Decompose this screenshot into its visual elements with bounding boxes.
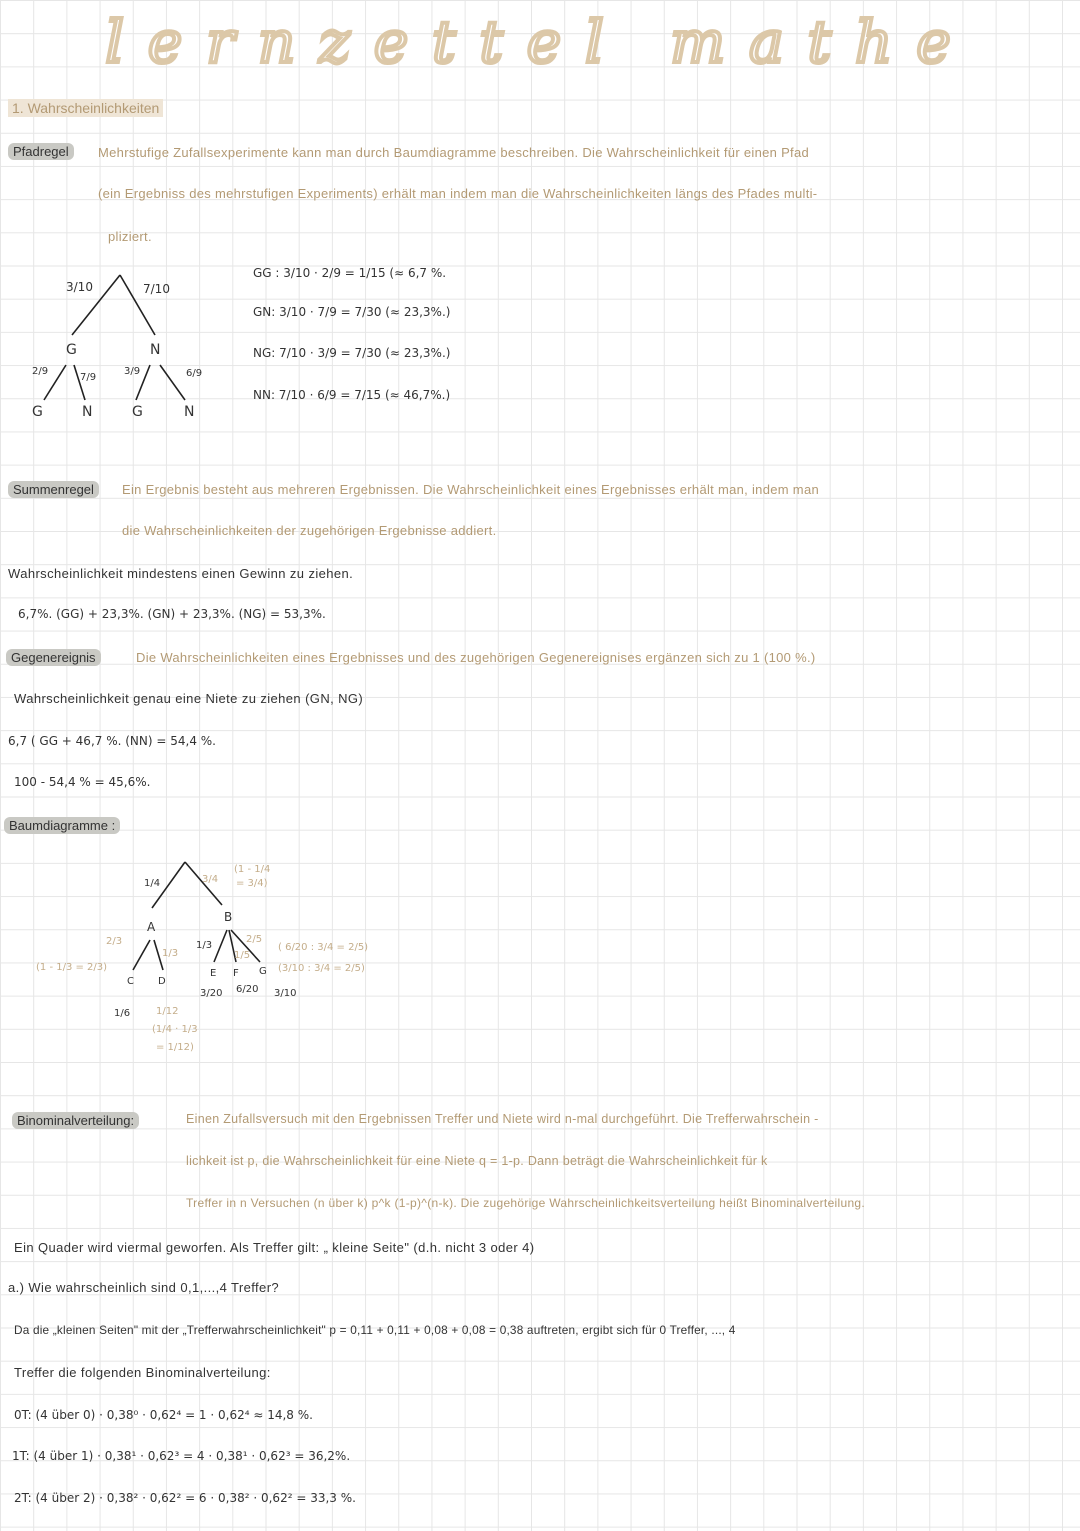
tree2-note-d-2: = 1/12) xyxy=(156,1042,194,1053)
tree2-prob-a: 1/4 xyxy=(144,878,161,889)
gegen-calc-1: 6,7 ( GG + 46,7 %. (NN) = 54,4 %. xyxy=(8,734,216,748)
binomial-text-3: Treffer in n Versuchen (n über k) p^k (1-p)^(n-k). Die zugehörige Wahrscheinlichkeitsverteilung heißt Binominalverteilung. xyxy=(186,1196,866,1210)
pfadregel-text-2: (ein Ergebniss des mehrstufigen Experiments) erhält man indem man die Wahrscheinlichkeiten längs des Pfades multi- xyxy=(98,186,818,201)
tree1-leaf-3: G xyxy=(132,404,143,420)
tree2-note-f: ( 6/20 : 3/4 = 2/5) xyxy=(278,942,369,953)
example-line-1: Ein Quader wird viermal geworfen. Als Treffer gilt: „ kleine Seite" (d.h. nicht 3 oder 4) xyxy=(14,1240,535,1255)
tree2-note-c: (1 - 1/3 = 2/3) xyxy=(36,962,108,973)
tree2-note-b-2: = 3/4) xyxy=(236,878,268,889)
tree1-prob-gn: 7/9 xyxy=(80,372,97,383)
tree2-node-a: A xyxy=(147,920,156,934)
tree1-leaf-1: G xyxy=(32,404,43,420)
binomial-text-2: lichkeit ist p, die Wahrscheinlichkeit für eine Niete q = 1-p. Dann beträgt die Wahrscheinlichkeit für k xyxy=(186,1154,768,1168)
summenregel-text-2: die Wahrscheinlichkeiten der zugehörigen Ergebnisse addiert. xyxy=(122,523,497,538)
example-calc-1: 1T: (4 über 1) · 0,38¹ · 0,62³ = 4 · 0,38¹ · 0,62³ = 36,2%. xyxy=(12,1449,351,1463)
page-title: lernzettel mathe xyxy=(105,8,975,76)
tree2-prob-c: 2/3 xyxy=(106,936,123,947)
tree2-prob-e: 1/3 xyxy=(196,940,213,951)
tree2-prob-g: 2/5 xyxy=(246,934,263,945)
sum-calc: 6,7%. (GG) + 23,3%. (GN) + 23,3%. (NG) = 53,3%. xyxy=(18,607,326,621)
tree1-node-g: G xyxy=(66,342,77,358)
tree2-result-c: 1/6 xyxy=(114,1008,131,1019)
tree2-leaf-f: F xyxy=(233,968,239,979)
calc-nn: NN: 7/10 · 6/9 = 7/15 (≈ 46,7%.) xyxy=(253,388,451,402)
tree2-result-f: 6/20 xyxy=(236,984,259,995)
pfadregel-text-1: Mehrstufige Zufallsexperimente kann man durch Baumdiagramme beschreiben. Die Wahrscheinlichkeit für einen Pfad xyxy=(98,145,810,160)
tree2-prob-d: 1/3 xyxy=(162,948,179,959)
tree2-node-b: B xyxy=(224,910,233,924)
tree2-prob-b: 3/4 xyxy=(202,874,219,885)
tree2-leaf-e: E xyxy=(210,968,217,979)
tree1-node-n: N xyxy=(150,342,161,358)
summenregel-tag: Summenregel xyxy=(8,481,99,498)
calc-ng: NG: 7/10 · 3/9 = 7/30 (≈ 23,3%.) xyxy=(253,346,451,360)
summenregel-text-1: Ein Ergebnis besteht aus mehreren Ergebnissen. Die Wahrscheinlichkeit eines Ergebnisses erhält man, indem man xyxy=(122,482,819,497)
example-calc-2: 2T: (4 über 2) · 0,38² · 0,62² = 6 · 0,38² · 0,62² = 33,3 %. xyxy=(14,1491,356,1505)
binomial-tag: Binominalverteilung: xyxy=(12,1112,139,1129)
pfadregel-text-3: pliziert. xyxy=(108,229,152,244)
tree2-leaf-c: C xyxy=(127,976,134,987)
tree2-note-b-1: (1 - 1/4 xyxy=(234,864,271,875)
example-line-2: a.) Wie wahrscheinlich sind 0,1,...,4 Treffer? xyxy=(8,1280,280,1295)
sum-example: Wahrscheinlichkeit mindestens einen Gewinn zu ziehen. xyxy=(8,566,354,581)
tree1-prob-g: 3/10 xyxy=(66,280,93,294)
tree2-note-g: (3/10 : 3/4 = 2/5) xyxy=(278,963,365,974)
example-line-4: Treffer die folgenden Binominalverteilung: xyxy=(14,1365,271,1380)
tree2-result-d: 1/12 xyxy=(156,1006,179,1017)
calc-gn: GN: 3/10 · 7/9 = 7/30 (≈ 23,3%.) xyxy=(253,305,451,319)
pfadregel-tag: Pfadregel xyxy=(8,143,74,160)
example-calc-0: 0T: (4 über 0) · 0,38⁰ · 0,62⁴ = 1 · 0,62⁴ ≈ 14,8 %. xyxy=(14,1408,313,1422)
tree1-prob-ng: 3/9 xyxy=(124,366,141,377)
example-line-3: Da die „kleinen Seiten" mit der „Trefferwahrscheinlichkeit" p = 0,11 + 0,11 + 0,08 + 0,08 = 0,38 auftreten, ergibt sich für 0 Treffer, ..., 4 xyxy=(14,1323,736,1337)
calc-gg: GG : 3/10 · 2/9 = 1/15 (≈ 6,7 %. xyxy=(253,266,447,280)
tree2-leaf-d: D xyxy=(158,976,166,987)
gegenereignis-text: Die Wahrscheinlichkeiten eines Ergebnisses und des zugehörigen Gegenereignises ergänzen sich zu 1 (100 %.) xyxy=(136,650,816,665)
tree1-leaf-4: N xyxy=(184,404,195,420)
gegen-example: Wahrscheinlichkeit genau eine Niete zu ziehen (GN, NG) xyxy=(14,691,364,706)
tree1-prob-n: 7/10 xyxy=(143,282,170,296)
tree1-prob-nn: 6/9 xyxy=(186,368,203,379)
section-heading: 1. Wahrscheinlichkeiten xyxy=(8,99,163,117)
tree2-result-e: 3/20 xyxy=(200,988,223,999)
baumdiagramme-tag: Baumdiagramme : xyxy=(4,817,120,834)
gegen-calc-2: 100 - 54,4 % = 45,6%. xyxy=(14,775,151,789)
tree2-note-d-1: (1/4 · 1/3 xyxy=(152,1024,198,1035)
tree1-prob-gg: 2/9 xyxy=(32,366,49,377)
tree2-leaf-g: G xyxy=(259,966,267,977)
tree1-leaf-2: N xyxy=(82,404,93,420)
tree2-prob-f: 1/5 xyxy=(234,950,251,961)
binomial-text-1: Einen Zufallsversuch mit den Ergebnissen Treffer und Niete wird n-mal durchgeführt. Die Trefferwahrschein - xyxy=(186,1112,819,1126)
tree2-result-g: 3/10 xyxy=(274,988,297,999)
gegenereignis-tag: Gegenereignis xyxy=(6,649,101,666)
